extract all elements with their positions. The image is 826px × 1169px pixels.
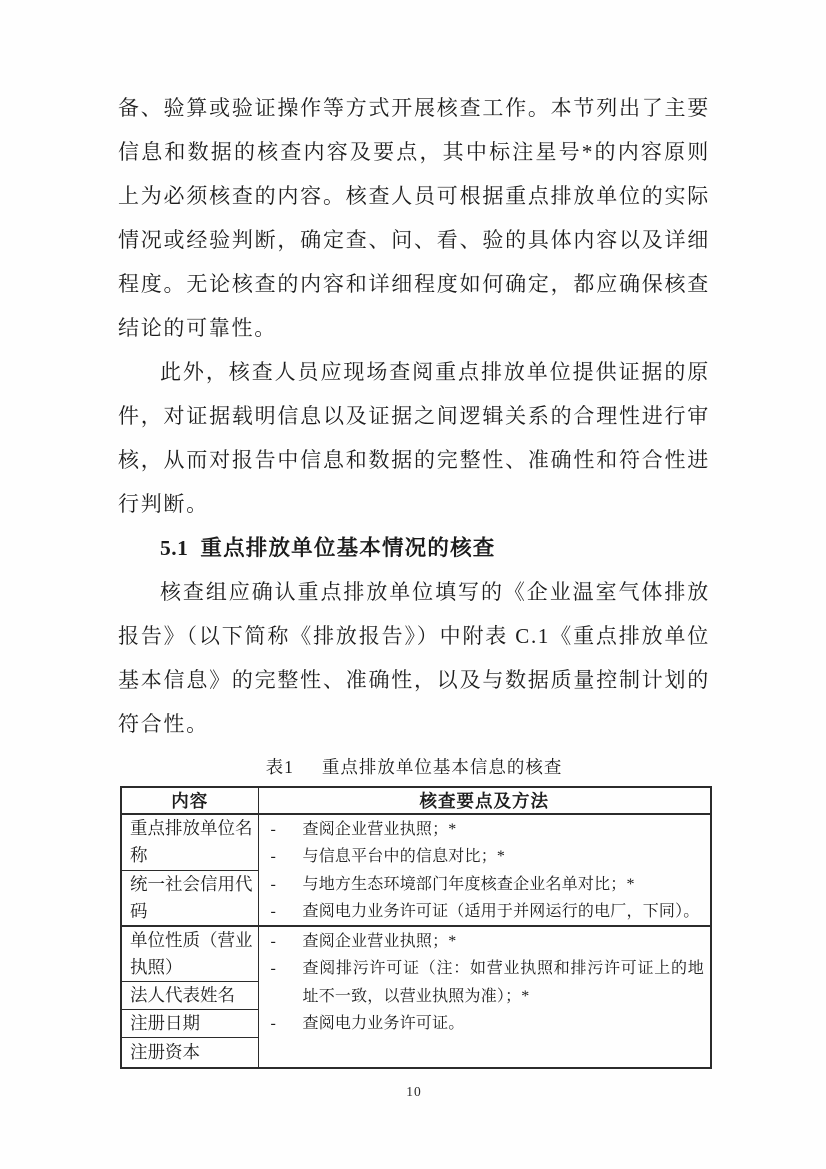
cell-registration-date: 注册日期 [121,1010,258,1038]
cell-unit-nature: 单位性质（营业执照） [121,926,258,982]
paragraph-basic-info-check: 核查组应确认重点排放单位填写的《企业温室气体排放报告》（以下简称《排放报告》）中附表 C.1《重点排放单位基本信息》的完整性、准确性，以及与数据质量控制计划的符合性。 [118,580,710,736]
dash-bullet: - [270,1015,277,1033]
dash-bullet: - [270,960,277,978]
table-row [121,926,711,982]
cell-methods-registration-group [258,926,711,1068]
section-number: 5.1 [160,536,189,560]
dash-bullet: - [270,933,277,951]
table-caption [118,746,710,786]
column-header-methods: 核查要点及方法 [258,787,711,814]
table-caption-label: 表1 [265,756,294,777]
cell-unit-name: 重点排放单位名称 [121,814,258,870]
cell-credit-code: 统一社会信用代码 [121,870,258,926]
paragraph-verification-overview: 备、验算或验证操作等方式开展核查工作。本节列出了主要信息和数据的核查内容及要点，其中标注星号*的内容原则上为必须核查的内容。核查人员可根据重点排放单位的实际情况或经验判断，确定查、问、看、验的具体内容以及详细程度。无论核查的内容和详细程度如何确定，都应确保核查结论的可靠性。 [118,96,710,340]
method-item: - 查阅企业营业执照；* [271,816,705,843]
column-header-content: 内容 [121,787,258,814]
verification-table [120,786,712,1069]
section-title: 重点排放单位基本情况的核查 [200,536,496,560]
cell-methods-name-and-code [258,814,711,926]
table-row [121,814,711,870]
method-item: - 与信息平台中的信息对比；* [271,843,705,870]
dash-bullet: - [270,821,277,838]
page-number: 10 [406,1083,422,1099]
method-item: - 查阅企业营业执照；* [271,928,705,955]
table-caption-title: 重点排放单位基本信息的核查 [321,756,563,777]
paragraph-evidence-review: 此外，核查人员应现场查阅重点排放单位提供证据的原件，对证据载明信息以及证据之间逻辑关系的合理性进行审核，从而对报告中信息和数据的完整性、准确性和符合性进行判断。 [118,360,710,516]
method-item: - 查阅电力业务许可证。 [271,1010,705,1037]
method-item: - 与地方生态环境部门年度核查企业名单对比；* [271,871,705,898]
cell-legal-representative: 法人代表姓名 [121,982,258,1010]
method-item: - 查阅电力业务许可证（适用于并网运行的电厂，下同）。 [271,898,705,925]
dash-bullet: - [270,875,277,893]
section-heading-5-1 [118,526,710,570]
method-item: - 查阅排污许可证（注：如营业执照和排污许可证上的地址不一致，以营业执照为准）；* [271,955,705,1010]
cell-registered-capital: 注册资本 [121,1038,258,1068]
table-header-row [121,787,711,814]
dash-bullet: - [270,848,277,866]
dash-bullet: - [270,902,277,920]
